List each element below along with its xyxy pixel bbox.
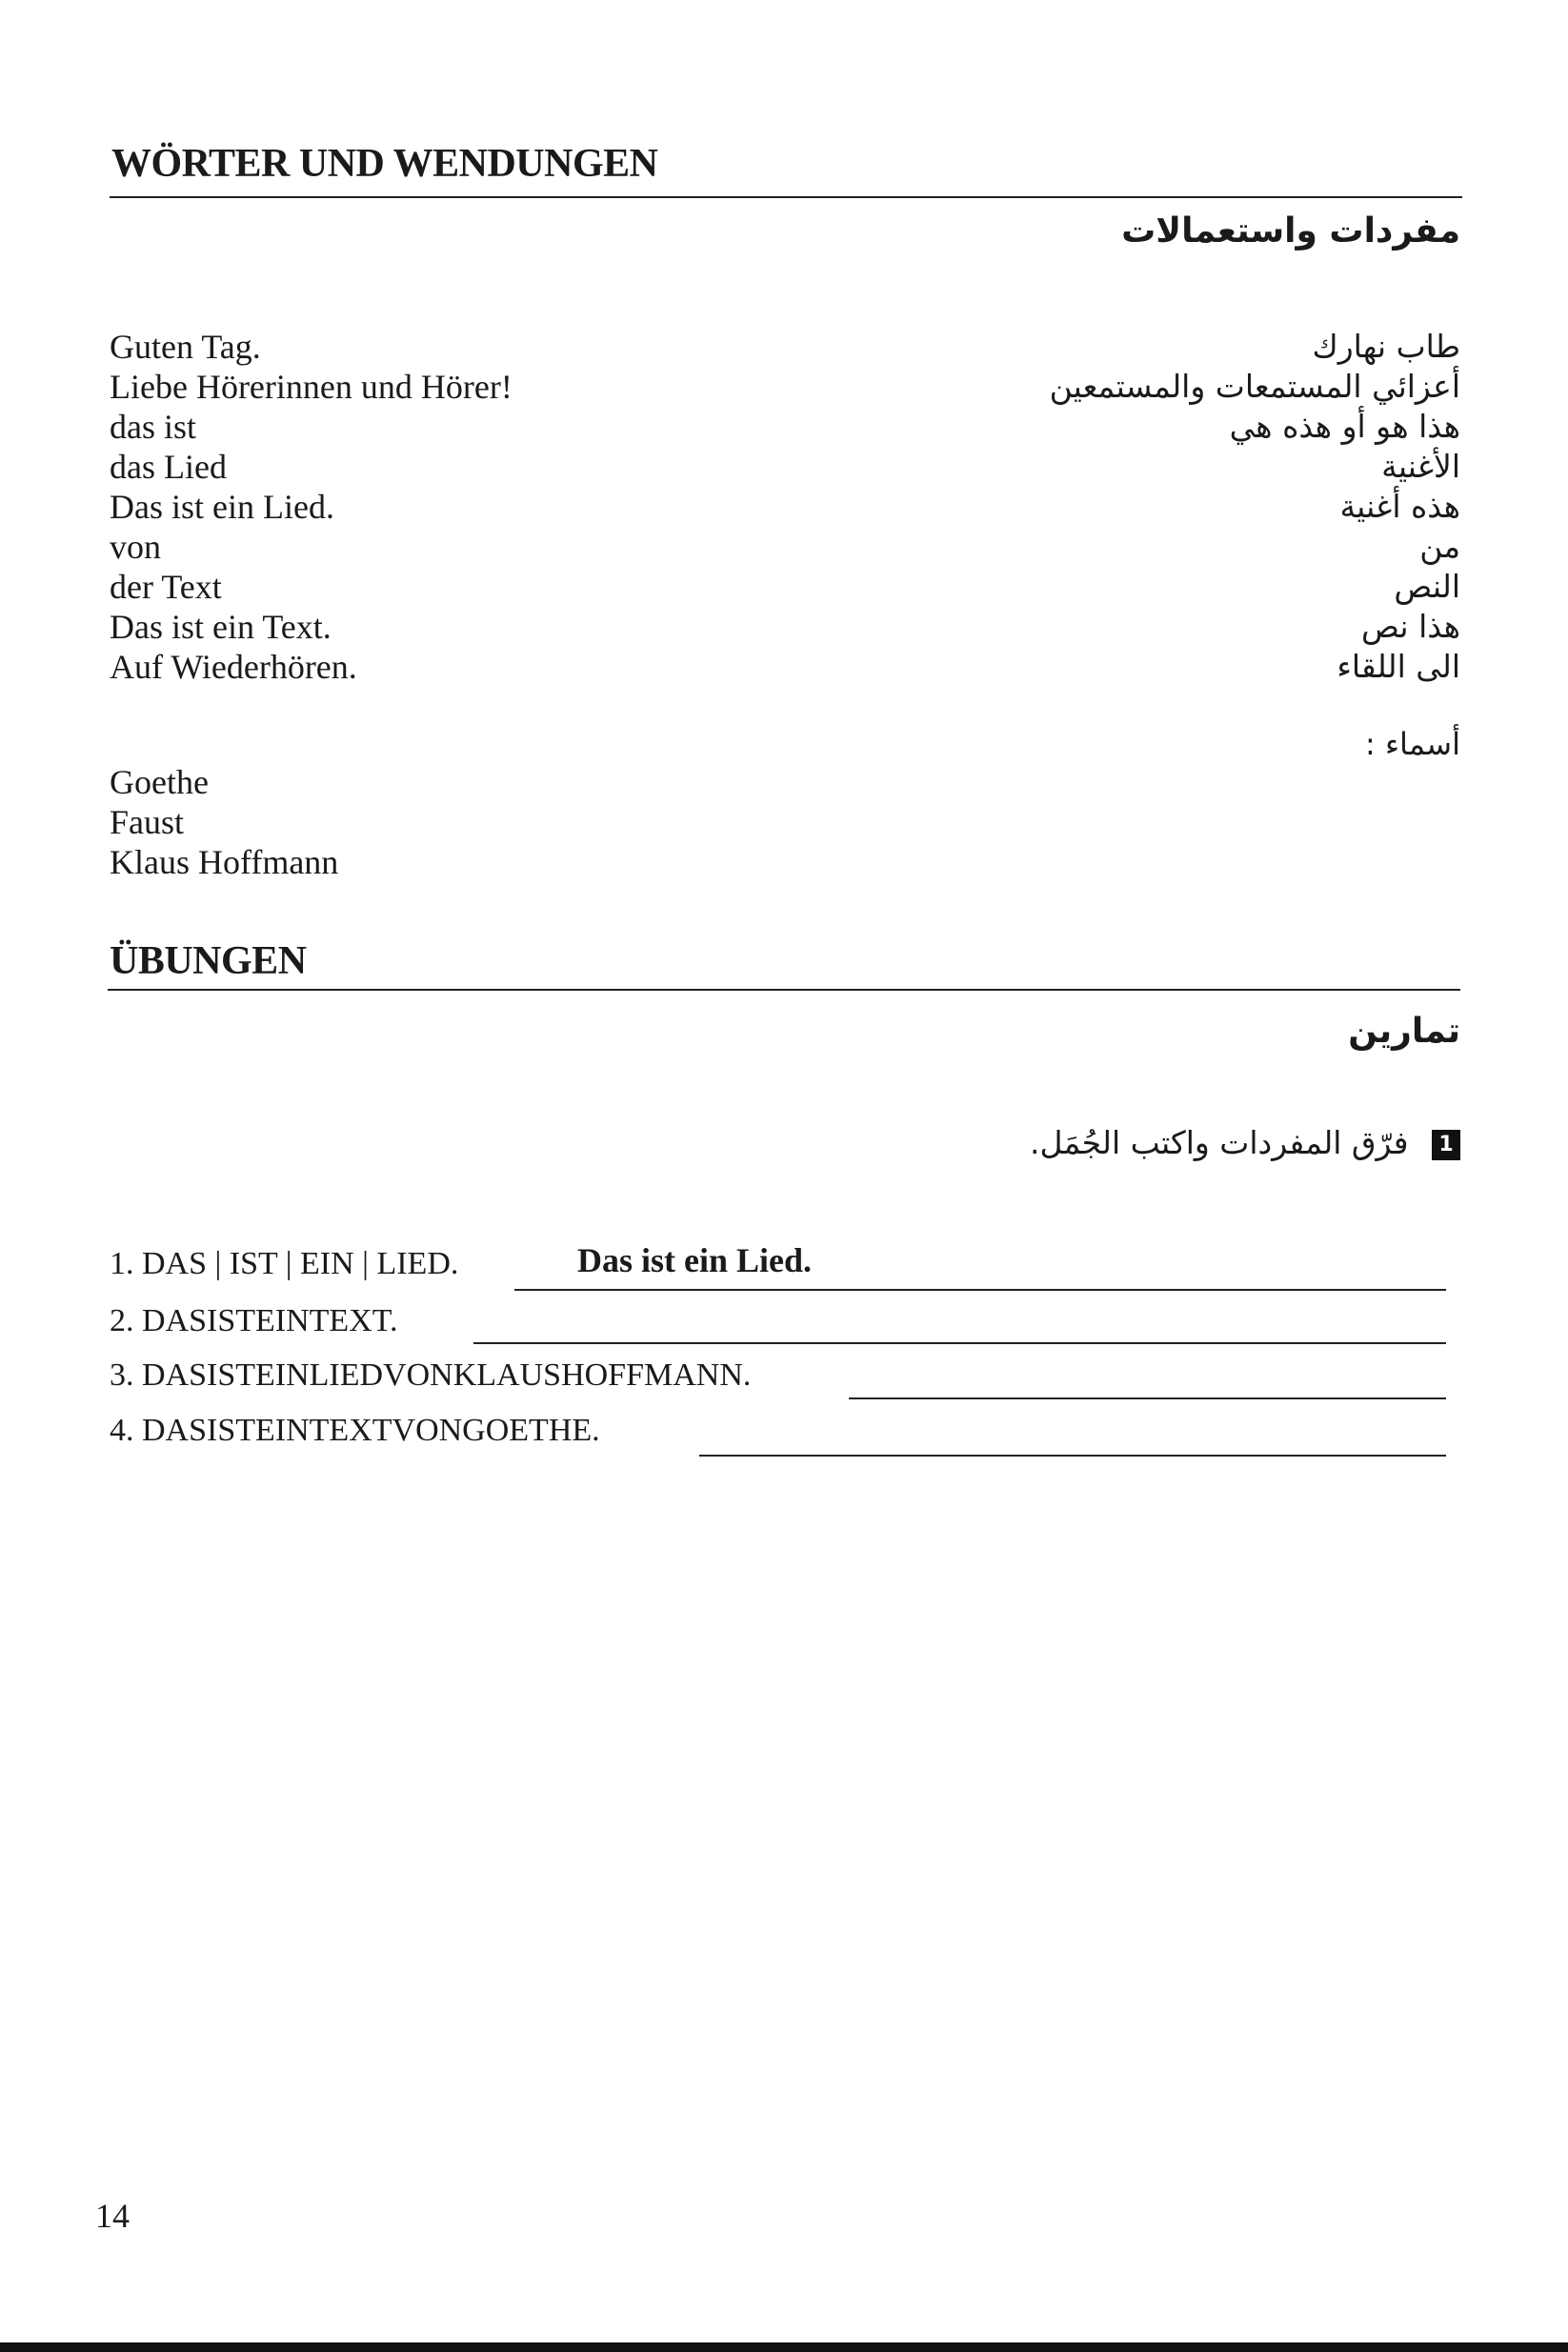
section-title-de: WÖRTER UND WENDUNGEN — [111, 142, 658, 186]
exercise-row: 4. DASISTEINTEXTVONGOETHE. — [110, 1413, 600, 1448]
vocab-de: das Lied — [110, 448, 227, 486]
exercise-answer[interactable]: Das ist ein Lied. — [577, 1241, 813, 1279]
exercise-row: 3. DASISTEINLIEDVONKLAUSHOFFMANN. — [110, 1357, 752, 1393]
vocab-de: Das ist ein Text. — [110, 608, 332, 646]
vocab-de: der Text — [110, 568, 222, 606]
vocab-ar: طاب نهارك — [1312, 328, 1460, 365]
vocab-de: das ist — [110, 408, 197, 446]
answer-line[interactable] — [849, 1397, 1446, 1399]
name-item: Goethe — [110, 763, 209, 801]
answer-line[interactable] — [514, 1289, 1446, 1291]
exercise-instruction — [1030, 1124, 1460, 1161]
exercise-number-badge: 1 — [1432, 1130, 1460, 1160]
section2-rule — [108, 989, 1460, 991]
vocab-ar: من — [1419, 528, 1460, 565]
vocab-ar: أعزائي المستمعات والمستمعين — [1049, 368, 1460, 405]
page-number: 14 — [95, 2197, 130, 2235]
bottom-edge — [0, 2342, 1568, 2352]
vocab-de: Auf Wiederhören. — [110, 648, 357, 686]
answer-line[interactable] — [473, 1342, 1446, 1344]
vocab-de: Das ist ein Lied. — [110, 488, 334, 526]
exercise-row: 1. DAS | IST | EIN | LIED. — [110, 1246, 459, 1281]
section-rule — [110, 196, 1462, 198]
vocab-ar: الى اللقاء — [1337, 648, 1460, 685]
name-item: Faust — [110, 803, 185, 841]
vocab-list-de — [110, 327, 513, 687]
section2-title-ar: تمارين — [1348, 1012, 1460, 1051]
exercise-row: 2. DASISTEINTEXT. — [110, 1303, 398, 1338]
names-list — [110, 762, 338, 882]
exercise-instruction-text: فرّق المفردات واكتب الجُمَل. — [1030, 1124, 1409, 1161]
vocab-ar: هذه أغنية — [1339, 488, 1460, 525]
vocab-list-ar — [1050, 327, 1460, 687]
name-item: Klaus Hoffmann — [110, 843, 339, 881]
section2-title-de: ÜBUNGEN — [110, 939, 307, 983]
vocab-de: von — [110, 528, 161, 566]
vocab-ar: النص — [1394, 568, 1460, 605]
names-label-ar: أسماء : — [1365, 726, 1460, 762]
vocab-ar: الأغنية — [1381, 448, 1460, 485]
vocab-ar: هذا نص — [1361, 608, 1460, 645]
vocab-de: Liebe Hörerinnen und Hörer! — [110, 368, 513, 406]
vocab-de: Guten Tag. — [110, 328, 261, 366]
vocab-ar: هذا هو أو هذه هي — [1229, 408, 1460, 445]
section-title-ar: مفردات واستعمالات — [1121, 211, 1460, 251]
answer-line[interactable] — [699, 1455, 1446, 1457]
